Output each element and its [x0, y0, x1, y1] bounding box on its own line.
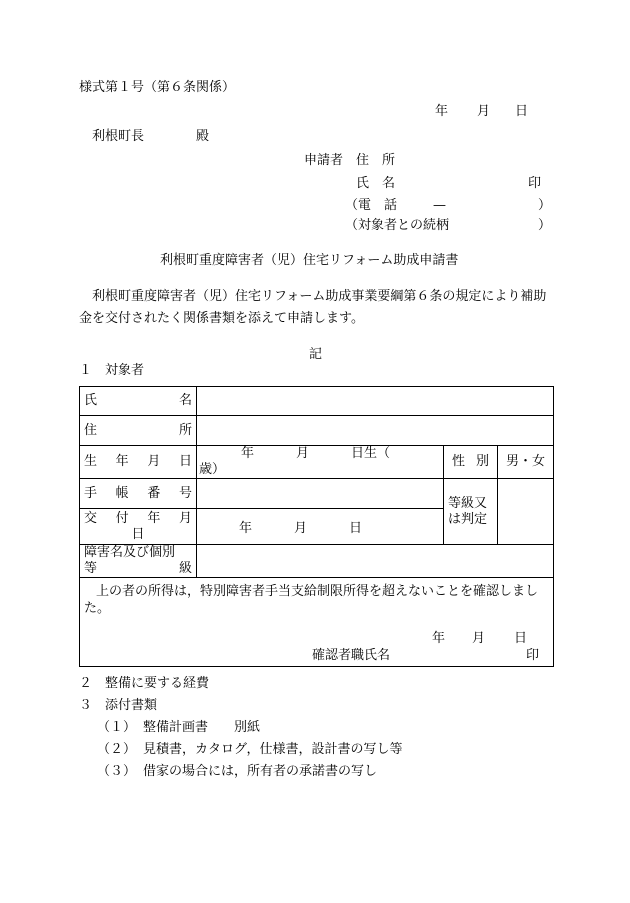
attachment-3-text: 借家の場合には，所有者の承諾書の写し [143, 764, 378, 779]
disability-label-cell: 障害名及び個別 等 級 [80, 545, 197, 578]
disability-value-cell[interactable] [197, 545, 554, 578]
phone-close-paren: ） [538, 198, 552, 213]
body-line-1: 利根町重度障害者（児）住宅リフォーム助成事業要綱第６条の規定により補助 [92, 289, 547, 304]
form-number: 様式第１号（第６条関係） [79, 80, 236, 95]
income-note-line-1: 上の者の所得は，特別障害者手当支給制限所得を超えないことを確認しまし [96, 584, 539, 599]
birth-age-close: 歳） [199, 462, 226, 477]
table-row-address [80, 416, 554, 446]
birth-month-label: 月 [296, 446, 310, 461]
relation-close-paren: ） [538, 218, 552, 233]
section-2-heading: ２ 整備に要する経費 [79, 676, 210, 691]
attachment-2-text: 見積書，カタログ，仕様書，設計書の写し等 [143, 742, 403, 757]
confirm-day-label: 日 [514, 631, 528, 646]
gender-value-cell[interactable]: 男・女 [498, 446, 554, 479]
date-year-label: 年 [435, 104, 449, 119]
table-row-birth [80, 446, 554, 479]
attachment-3-num: （３） [97, 764, 137, 779]
ki-heading: 記 [309, 347, 323, 362]
table-row-income-confirmation [80, 578, 554, 667]
issue-label-cell: 交 付 年 月 日 [80, 509, 197, 545]
income-note-line-2: た。 [84, 601, 111, 616]
date-day-label: 日 [515, 104, 529, 119]
name-label-cell: 氏 名 [80, 387, 197, 416]
attachment-1-text: 整備計画書 別紙 [143, 720, 261, 735]
address-label-cell: 住 所 [80, 416, 197, 446]
issue-month-label: 月 [294, 520, 308, 536]
body-line-2: 金を交付されたく関係書類を添えて申請します。 [79, 311, 364, 326]
issue-date-cell[interactable] [197, 509, 444, 545]
applicant-label: 申請者 [304, 153, 344, 168]
subject-table [79, 386, 554, 667]
grade-value-cell[interactable] [498, 479, 554, 545]
issue-year-label: 年 [239, 520, 253, 536]
confirm-year-label: 年 [432, 631, 446, 646]
confirmer-seal: 印 [526, 648, 540, 663]
honorific: 殿 [196, 129, 210, 144]
confirmer-label: 確認者職氏名 [312, 648, 391, 663]
section-1-heading: １ 対象者 [79, 363, 145, 378]
name-value-cell[interactable] [197, 387, 554, 416]
birth-year-label: 年 [241, 446, 255, 461]
birth-value-cell[interactable] [197, 446, 444, 479]
relation-label: （対象者との続柄 [345, 218, 450, 233]
section-3-heading: ３ 添付書類 [79, 698, 158, 713]
applicant-address-label: 住 所 [356, 153, 396, 168]
gender-label-cell: 性 別 [444, 446, 498, 479]
phone-dash: — [433, 198, 446, 213]
table-row-name [80, 387, 554, 416]
table-row-disability [80, 545, 554, 578]
table-row-notebook [80, 479, 554, 509]
notebook-value-cell[interactable] [197, 479, 444, 509]
applicant-name-label: 氏 名 [356, 176, 396, 191]
addressee: 利根町長 [92, 129, 145, 144]
birth-label-cell: 生 年 月 日 [80, 446, 197, 479]
income-confirmation-cell [80, 578, 554, 667]
notebook-label-cell: 手 帳 番 号 [80, 479, 197, 509]
date-month-label: 月 [477, 104, 491, 119]
applicant-seal: 印 [528, 176, 542, 191]
attachment-2-num: （２） [97, 742, 137, 757]
attachment-1-num: （１） [97, 720, 137, 735]
birth-day-age-label: 日生（ [351, 446, 391, 461]
confirm-month-label: 月 [472, 631, 486, 646]
phone-label: （電 話 [345, 198, 398, 213]
issue-day-label: 日 [349, 520, 363, 536]
document-title: 利根町重度障害者（児）住宅リフォーム助成申請書 [160, 253, 459, 268]
grade-label-cell: 等級又 は判定 [444, 479, 498, 545]
address-value-cell[interactable] [197, 416, 554, 446]
